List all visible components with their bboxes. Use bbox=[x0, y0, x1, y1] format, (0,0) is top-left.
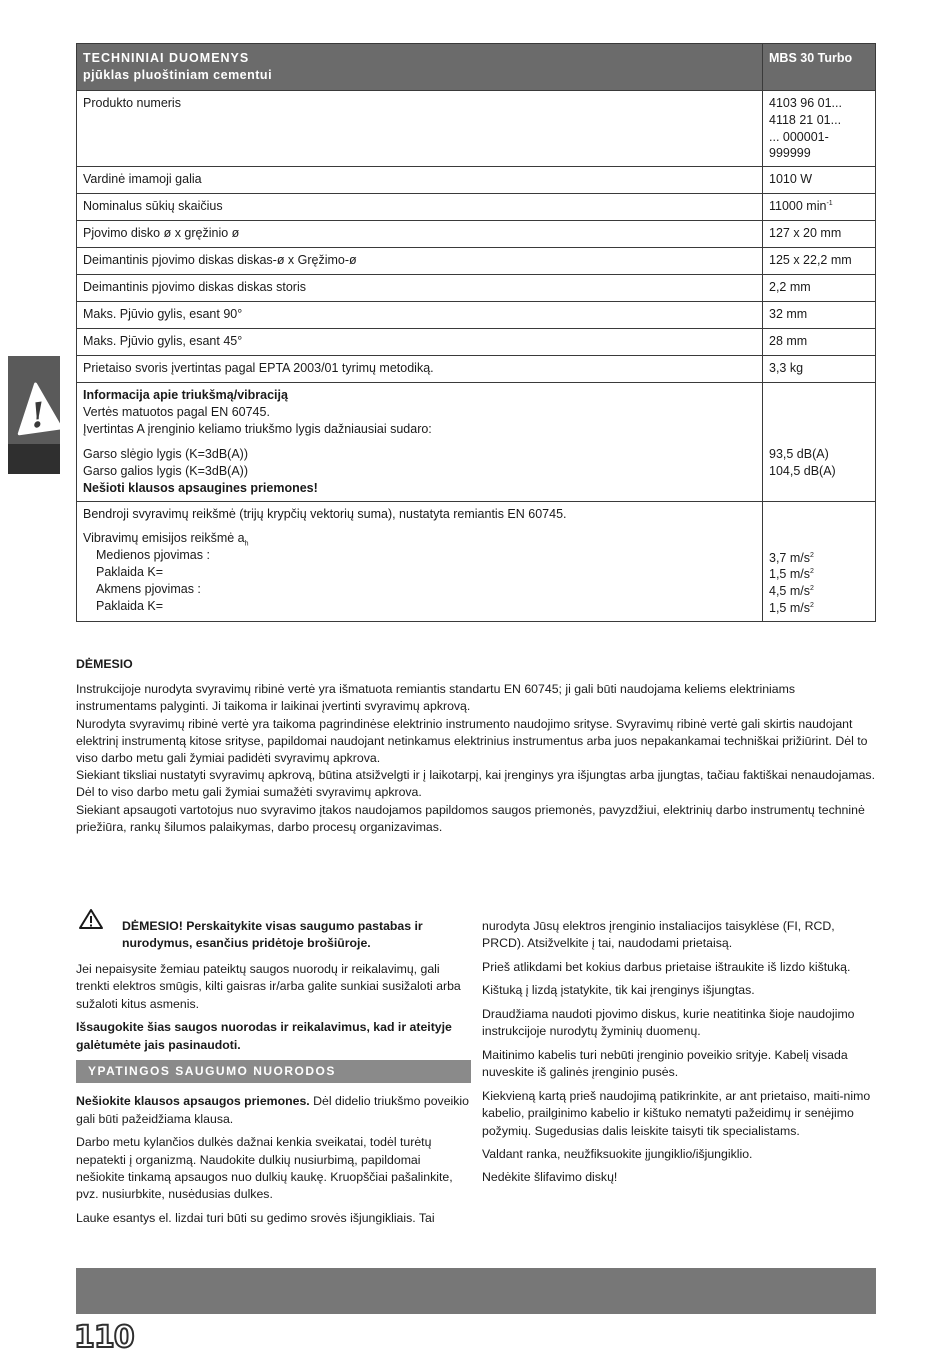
model-name: MBS 30 Turbo bbox=[763, 44, 876, 91]
svg-text:!: ! bbox=[27, 395, 49, 437]
left-column bbox=[76, 918, 471, 1233]
unit-sup: 2 bbox=[810, 601, 814, 609]
vibration-value bbox=[769, 583, 869, 600]
spec-value: 1010 W bbox=[763, 167, 876, 194]
wood-cutting-label: Medienos pjovimas : bbox=[96, 548, 210, 563]
stone-cutting-label: Akmens pjovimas : bbox=[96, 582, 201, 596]
unit-sup: 2 bbox=[810, 568, 814, 576]
vibration-value bbox=[769, 600, 869, 617]
section-band: YPATINGOS SAUGUMO NUORODOS bbox=[76, 1060, 471, 1083]
paragraph: Išsaugokite šias saugos nuorodas ir reikalavimus, kad ir ateityje galėtumėte jais pasinaudoti. bbox=[76, 1020, 452, 1052]
paragraph: Valdant ranka, neužfiksuokite įjungiklio/išjungiklio. bbox=[482, 1146, 753, 1161]
paragraph: Kiekvieną kartą prieš naudojimą patikrinkite, ar ant prietaiso, maiti-nimo kabelio, prailginimo kabelio ir kištuko nematyti pažeidimų ir senėjimo požymių. Sugedusias dalis leiskite taisyti tik specialistams. bbox=[482, 1088, 871, 1138]
paragraph bbox=[76, 1093, 471, 1128]
noise-values-cell bbox=[763, 383, 876, 501]
vibration-emission-text: Vibravimų emisijos reikšmė a bbox=[83, 531, 245, 546]
vibration-value-text: 4,5 m/s bbox=[769, 584, 810, 599]
product-number-values bbox=[763, 90, 876, 167]
side-tab-bottom bbox=[8, 444, 60, 474]
sound-pressure-label: Garso slėgio lygis (K=3dB(A)) bbox=[83, 446, 248, 461]
spec-label: Prietaiso svoris įvertintas pagal EPTA 2003/01 tyrimų metodiką. bbox=[77, 356, 763, 383]
vibration-value bbox=[769, 566, 869, 583]
unit-sup: 2 bbox=[810, 551, 814, 559]
sound-pressure-value: 93,5 dB(A) bbox=[769, 447, 829, 462]
spec-value-text: 11000 min bbox=[769, 199, 827, 214]
warning-heading-text: DĖMESIO! Perskaitykite visas saugumo pastabas ir nurodymus, esančius pridėtoje brošiūroje. bbox=[122, 919, 423, 951]
spec-value: 28 mm bbox=[763, 329, 876, 356]
paragraph: Lauke esantys el. lizdai turi būti su gedimo srovės išjungikliais. Tai bbox=[76, 1210, 435, 1225]
tolerance-label: Paklaida K= bbox=[96, 565, 164, 580]
paragraph: Maitinimo kabelis turi nebūti įrenginio poveikio srityje. Kabelį visada nuveskite iš galinės įrenginio pusės. bbox=[482, 1047, 848, 1080]
table-subtitle: pjūklas pluoštiniam cementui bbox=[83, 67, 273, 82]
spec-label: Nominalus sūkių skaičius bbox=[77, 194, 763, 221]
footer-bar bbox=[76, 1268, 876, 1314]
paragraph: Kištuką į lizdą įstatykite, tik kai įrenginys išjungtas. bbox=[482, 983, 755, 998]
vibration-values-cell bbox=[763, 501, 876, 622]
noise-info-cell bbox=[77, 383, 763, 501]
technical-data-table bbox=[76, 43, 876, 622]
tolerance-label: Paklaida K= bbox=[96, 598, 164, 613]
paragraph-rest: Dėl didelio triukšmo poveikio gali būti pažeidžiama klausa. bbox=[76, 1094, 469, 1126]
spec-value: 3,3 kg bbox=[763, 356, 876, 383]
paragraph: Darbo metu kylančios dulkės dažnai kenkia sveikatai, todėl turėtų nepatekti į organizmą. Naudokite dulkių nusiurbimą, papildomai nešiokite tinkamą apsaugos nuo dulkių kaukę. Kruopščiai pašalinkite, pvz. nusiurbkite, nusėdusias dulkes. bbox=[76, 1135, 453, 1202]
spec-value: 2,2 mm bbox=[763, 275, 876, 302]
spec-value-sup: -1 bbox=[826, 200, 833, 208]
spec-label: Vardinė imamoji galia bbox=[77, 167, 763, 194]
spec-label: Deimantinis pjovimo diskas diskas-ø x Gręžimo-ø bbox=[77, 248, 763, 275]
paragraph: Nedėkite šlifavimo diskų! bbox=[482, 1170, 618, 1185]
spec-value bbox=[763, 194, 876, 221]
spec-label: Maks. Pjūvio gylis, esant 45° bbox=[77, 329, 763, 356]
noise-line: Įvertintas A įrenginio keliamo triukšmo lygis dažniausiai sudaro: bbox=[83, 422, 432, 436]
vibration-emission-label bbox=[83, 530, 756, 547]
product-number-label: Produkto numeris bbox=[77, 90, 763, 167]
attention-section bbox=[76, 656, 876, 836]
paragraph: Prieš atlikdami bet kokius darbus prietaise ištraukite iš lizdo kištuką. bbox=[482, 959, 851, 974]
noise-line: Vertės matuotos pagal EN 60745. bbox=[83, 405, 270, 420]
sound-power-value: 104,5 dB(A) bbox=[769, 464, 836, 479]
spec-value: 125 x 22,2 mm bbox=[763, 248, 876, 275]
paragraph: nurodyta Jūsų elektros įrenginio instaliacijos taisyklėse (FI, RCD, PRCD). Atsižvelkite į tai, naudodami prietaisą. bbox=[482, 919, 835, 951]
spec-value: 127 x 20 mm bbox=[763, 221, 876, 248]
vibration-value-text: 1,5 m/s bbox=[769, 567, 810, 582]
unit-sup: 2 bbox=[810, 585, 814, 593]
warning-triangle-icon bbox=[78, 908, 104, 930]
warning-heading bbox=[76, 918, 471, 953]
vibration-value bbox=[769, 550, 869, 567]
paragraph: Draudžiama naudoti pjovimo diskus, kurie neatitinka šioje naudojimo instrukcijoje nurodytų žyminių duomenų. bbox=[482, 1006, 855, 1039]
vibration-value-text: 1,5 m/s bbox=[769, 601, 810, 616]
table-header-title-cell bbox=[77, 44, 763, 91]
sound-power-label: Garso galios lygis (K=3dB(A)) bbox=[83, 463, 248, 478]
vibration-emission-sub: h bbox=[244, 540, 249, 548]
vibration-info-cell bbox=[77, 501, 763, 622]
right-column bbox=[482, 918, 877, 1193]
attention-title: DĖMESIO bbox=[76, 657, 133, 671]
spec-value: 32 mm bbox=[763, 302, 876, 329]
side-warning-tab bbox=[8, 356, 60, 474]
table-title: TECHNINIAI DUOMENYS bbox=[83, 51, 250, 65]
spec-label: Maks. Pjūvio gylis, esant 90° bbox=[77, 302, 763, 329]
product-number-value: 4118 21 01... bbox=[769, 112, 842, 127]
vibration-value-text: 3,7 m/s bbox=[769, 550, 810, 565]
spec-label: Deimantinis pjovimo diskas diskas storis bbox=[77, 275, 763, 302]
vibration-intro: Bendroji svyravimų reikšmė (trijų krypčių vektorių suma), nustatyta remiantis EN 60745. bbox=[83, 506, 567, 521]
exclamation-tab-icon bbox=[14, 376, 62, 450]
paragraph-bold: Nešiokite klausos apsaugos priemones. bbox=[76, 1094, 310, 1109]
product-number-value: ... 000001-999999 bbox=[769, 129, 829, 161]
hearing-protection-note: Nešioti klausos apsaugines priemones! bbox=[83, 480, 318, 495]
attention-text: Instrukcijoje nurodyta svyravimų ribinė vertė yra išmatuota remiantis standartu EN 60745; ji gali būti naudojama keliems elektriniams instrumentams palyginti. Ji taikoma ir laikinai įvertinti svyravimų apkrovą. Nurodyta svyravimų ribinė vertė yra taikoma pagrindinėse elektrinio instrumento naudojimo srityse. Svyravimų ribinė vertė gali skirtis naudojant elektrinį instrumentą kitose srityse, papildomai naudojant netinkamus elektrinius instrumentus arba juos nepakankamai techniškai prižiūrint. Dėl to viso darbo metu gali žymiai padidėti svyravimų apkrova. Siekiant tiksliai nustatyti svyravimų apkrovą, būtina atsižvelgti ir į laikotarpį, kai įrenginys yra išjungtas arba įjungtas, tačiau faktiškai nenaudojamas. Dėl to viso darbo metu gali žymiai sumažėti svyravimų apkrova. Siekiant apsaugoti vartotojus nuo svyravimo įtakos naudojamos papildomos saugos priemonės, pavyzdžiui, elektrinių darbo instrumentų techninė priežiūra, rankų šilumos palaikymas, darbo procesų organizavimas. bbox=[76, 682, 875, 834]
product-number-value: 4103 96 01... bbox=[769, 95, 842, 110]
spec-label: Pjovimo disko ø x gręžinio ø bbox=[77, 221, 763, 248]
page-number: 110 bbox=[74, 1320, 134, 1355]
paragraph: Jei nepaisysite žemiau pateiktų saugos nuorodų ir reikalavimų, gali trenkti elektros smūgis, kilti gaisras ir/arba galite sunkiai susižaloti arba sužaloti kitus asmenis. bbox=[76, 961, 461, 1011]
noise-title: Informacija apie triukšmą/vibraciją bbox=[83, 388, 288, 403]
